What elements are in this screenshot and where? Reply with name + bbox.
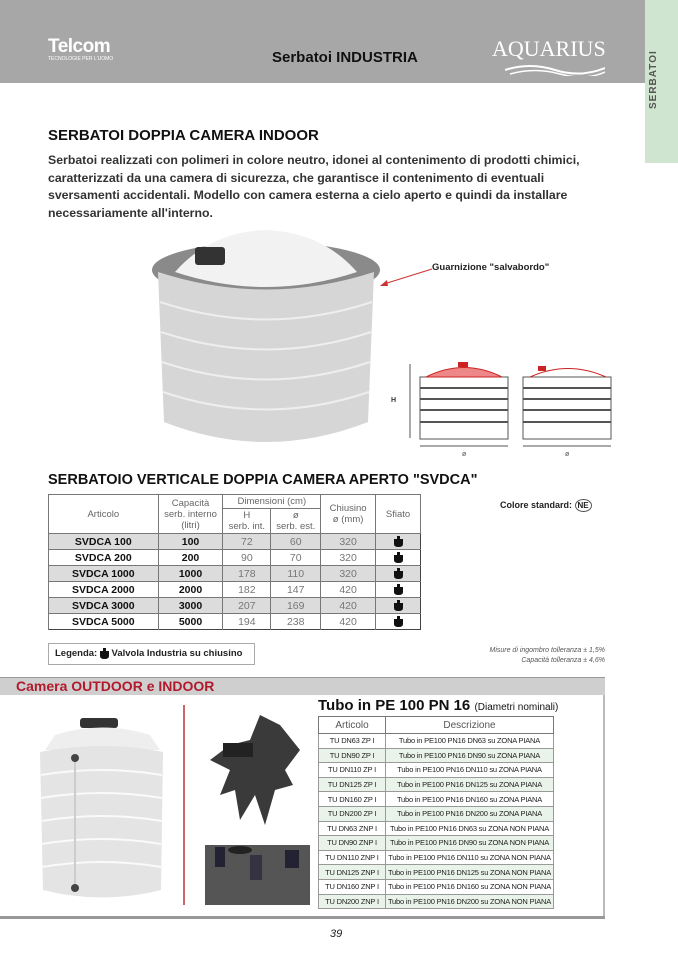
divider-line: [183, 705, 185, 905]
table-row: [319, 850, 554, 865]
cell-capacita: 200: [158, 550, 223, 566]
table-row: [319, 894, 554, 909]
cell-descrizione: Tubo in PE100 PN16 DN125 su ZONA PIANA: [386, 777, 554, 792]
legend-label: Legenda:: [55, 648, 98, 660]
table-row: [319, 734, 554, 749]
cell-descrizione: Tubo in PE100 PN16 DN63 su ZONA NON PIANA: [386, 821, 554, 836]
cell-articolo: TU DN110 ZNP I: [319, 850, 386, 865]
diagram-d-label: ø: [462, 451, 467, 458]
cell-descrizione: Tubo in PE100 PN16 DN200 su ZONA PIANA: [386, 806, 554, 821]
cell-sfiato: [376, 614, 421, 630]
cell-descrizione: Tubo in PE100 PN16 DN160 su ZONA NON PIANA: [386, 879, 554, 894]
table-row: [319, 806, 554, 821]
cell-articolo: TU DN200 ZNP I: [319, 894, 386, 909]
table-row: [319, 865, 554, 880]
valve-icon: [394, 616, 403, 627]
telcom-logo: Telcom: [48, 36, 111, 57]
cell-articolo: TU DN63 ZP I: [319, 734, 386, 749]
cell-d: 169: [271, 598, 321, 614]
table1-title: SERBATOIO VERTICALE DOPPIA CAMERA APERTO "SVDCA": [48, 472, 478, 488]
svdca-table: [48, 494, 421, 630]
col-d: ø serb. est.: [271, 509, 321, 534]
tolerance-capacity: Capacità tolleranza ± 4,6%: [521, 656, 605, 664]
table-row: [49, 582, 421, 598]
table-row: [319, 836, 554, 851]
cell-sfiato: [376, 598, 421, 614]
diagram-d-label-2: ø: [565, 451, 570, 458]
header-title: Serbatoi INDUSTRIA: [272, 49, 418, 66]
tank-top-photo: [205, 845, 310, 905]
tank-dimension-diagrams: [388, 350, 613, 460]
cell-capacita: 2000: [158, 582, 223, 598]
cell-articolo: TU DN90 ZNP I: [319, 836, 386, 851]
table-row: [319, 792, 554, 807]
cell-chiusino: 420: [321, 582, 376, 598]
standard-color: [500, 499, 592, 512]
table-row: [49, 614, 421, 630]
col-dimensioni: Dimensioni (cm): [223, 495, 321, 509]
cell-chiusino: 320: [321, 566, 376, 582]
table-row: [319, 748, 554, 763]
cell-sfiato: [376, 534, 421, 550]
table2-title: Tubo in PE 100 PN 16 (Diametri nominali): [318, 697, 559, 714]
table-row: [49, 534, 421, 550]
cell-sfiato: [376, 582, 421, 598]
cell-articolo: TU DN125 ZP I: [319, 777, 386, 792]
cell-capacita: 100: [158, 534, 223, 550]
color-label: Colore standard:: [500, 500, 573, 510]
cell-h: 178: [223, 566, 271, 582]
col-articolo: Articolo: [319, 717, 386, 734]
cell-articolo: SVDCA 100: [49, 534, 159, 550]
valve-icon: [100, 648, 109, 659]
col-h: H serb. int.: [223, 509, 271, 534]
col-chiusino: Chiusino ø (mm): [321, 495, 376, 534]
valve-icon: [394, 584, 403, 595]
cell-sfiato: [376, 566, 421, 582]
valve-icon: [394, 536, 403, 547]
cell-d: 110: [271, 566, 321, 582]
cell-descrizione: Tubo in PE100 PN16 DN90 su ZONA NON PIANA: [386, 836, 554, 851]
legend-box: [48, 643, 255, 665]
cell-articolo: TU DN110 ZP I: [319, 763, 386, 778]
table-row: [319, 879, 554, 894]
cell-descrizione: Tubo in PE100 PN16 DN110 su ZONA PIANA: [386, 763, 554, 778]
col-descrizione: Descrizione: [386, 717, 554, 734]
cell-articolo: SVDCA 3000: [49, 598, 159, 614]
cell-articolo: TU DN125 ZNP I: [319, 865, 386, 880]
cell-capacita: 5000: [158, 614, 223, 630]
valve-icon: [394, 552, 403, 563]
gasket-label: Guarnizione "salvabordo": [432, 262, 550, 273]
table-row: [319, 777, 554, 792]
section-border: [603, 695, 605, 918]
cell-descrizione: Tubo in PE100 PN16 DN125 su ZONA NON PIANA: [386, 865, 554, 880]
cell-h: 207: [223, 598, 271, 614]
cell-h: 194: [223, 614, 271, 630]
table-row: [319, 763, 554, 778]
cell-chiusino: 320: [321, 534, 376, 550]
cell-chiusino: 320: [321, 550, 376, 566]
section2-title: Camera OUTDOOR e INDOOR: [16, 678, 215, 694]
tolerances: [420, 646, 605, 665]
cell-articolo: TU DN90 ZP I: [319, 748, 386, 763]
cell-sfiato: [376, 550, 421, 566]
table-row: [49, 598, 421, 614]
col-articolo: Articolo: [49, 495, 159, 534]
cell-descrizione: Tubo in PE100 PN16 DN110 su ZONA NON PIANA: [386, 850, 554, 865]
cell-d: 147: [271, 582, 321, 598]
cell-articolo: TU DN160 ZP I: [319, 792, 386, 807]
table-row: [49, 550, 421, 566]
pipe-table: [318, 716, 554, 909]
color-code-badge: NE: [575, 499, 592, 512]
pipe-fitting-image: [205, 715, 305, 825]
outdoor-tank-image: [35, 710, 170, 902]
diagram-h-label: H: [391, 397, 397, 404]
cell-chiusino: 420: [321, 598, 376, 614]
cell-d: 70: [271, 550, 321, 566]
page-number: 39: [330, 928, 343, 940]
cell-descrizione: Tubo in PE100 PN16 DN200 su ZONA NON PIANA: [386, 894, 554, 909]
aquarius-wave-icon: [505, 62, 605, 76]
cell-articolo: TU DN63 ZNP I: [319, 821, 386, 836]
cell-descrizione: Tubo in PE100 PN16 DN90 su ZONA PIANA: [386, 748, 554, 763]
cell-articolo: SVDCA 5000: [49, 614, 159, 630]
cell-descrizione: Tubo in PE100 PN16 DN63 su ZONA PIANA: [386, 734, 554, 749]
cell-articolo: SVDCA 200: [49, 550, 159, 566]
valve-icon: [394, 568, 403, 579]
cell-h: 182: [223, 582, 271, 598]
col-capacita: Capacità serb. interno (litri): [158, 495, 223, 534]
cell-articolo: SVDCA 2000: [49, 582, 159, 598]
section-border-bottom: [0, 916, 605, 919]
table-row: [319, 821, 554, 836]
cell-articolo: TU DN160 ZNP I: [319, 879, 386, 894]
cell-capacita: 3000: [158, 598, 223, 614]
section-heading: SERBATOI DOPPIA CAMERA INDOOR: [48, 127, 319, 144]
cell-articolo: SVDCA 1000: [49, 566, 159, 582]
valve-icon: [394, 600, 403, 611]
cell-d: 238: [271, 614, 321, 630]
col-sfiato: Sfiato: [376, 495, 421, 534]
cell-articolo: TU DN200 ZP I: [319, 806, 386, 821]
table-row: [49, 566, 421, 582]
cell-capacita: 1000: [158, 566, 223, 582]
cell-h: 72: [223, 534, 271, 550]
telcom-tagline: TECNOLOGIE PER L'UOMO: [48, 56, 114, 62]
cell-h: 90: [223, 550, 271, 566]
intro-paragraph: Serbatoi realizzati con polimeri in colore neutro, idonei al contenimento di prodotti chimici, caratterizzati da una camera di sicurezza, che garantisce il contenimento di eventuali sversamenti accidentali. Modello con camera esterna a cielo aperto e quindi da installare necessariamente all'interno.: [48, 153, 580, 220]
tolerance-dimensions: Misure di ingombro tolleranza ± 1,5%: [489, 647, 605, 654]
cell-d: 60: [271, 534, 321, 550]
tank-image: [150, 222, 382, 458]
cell-descrizione: Tubo in PE100 PN16 DN160 su ZONA PIANA: [386, 792, 554, 807]
aquarius-logo: AQUARIUS: [492, 36, 606, 61]
gasket-pointer-arrow: [378, 265, 434, 289]
side-tab-label: SERBATOI: [648, 50, 659, 110]
cell-chiusino: 420: [321, 614, 376, 630]
legend-text: Valvola Industria su chiusino: [111, 648, 243, 660]
